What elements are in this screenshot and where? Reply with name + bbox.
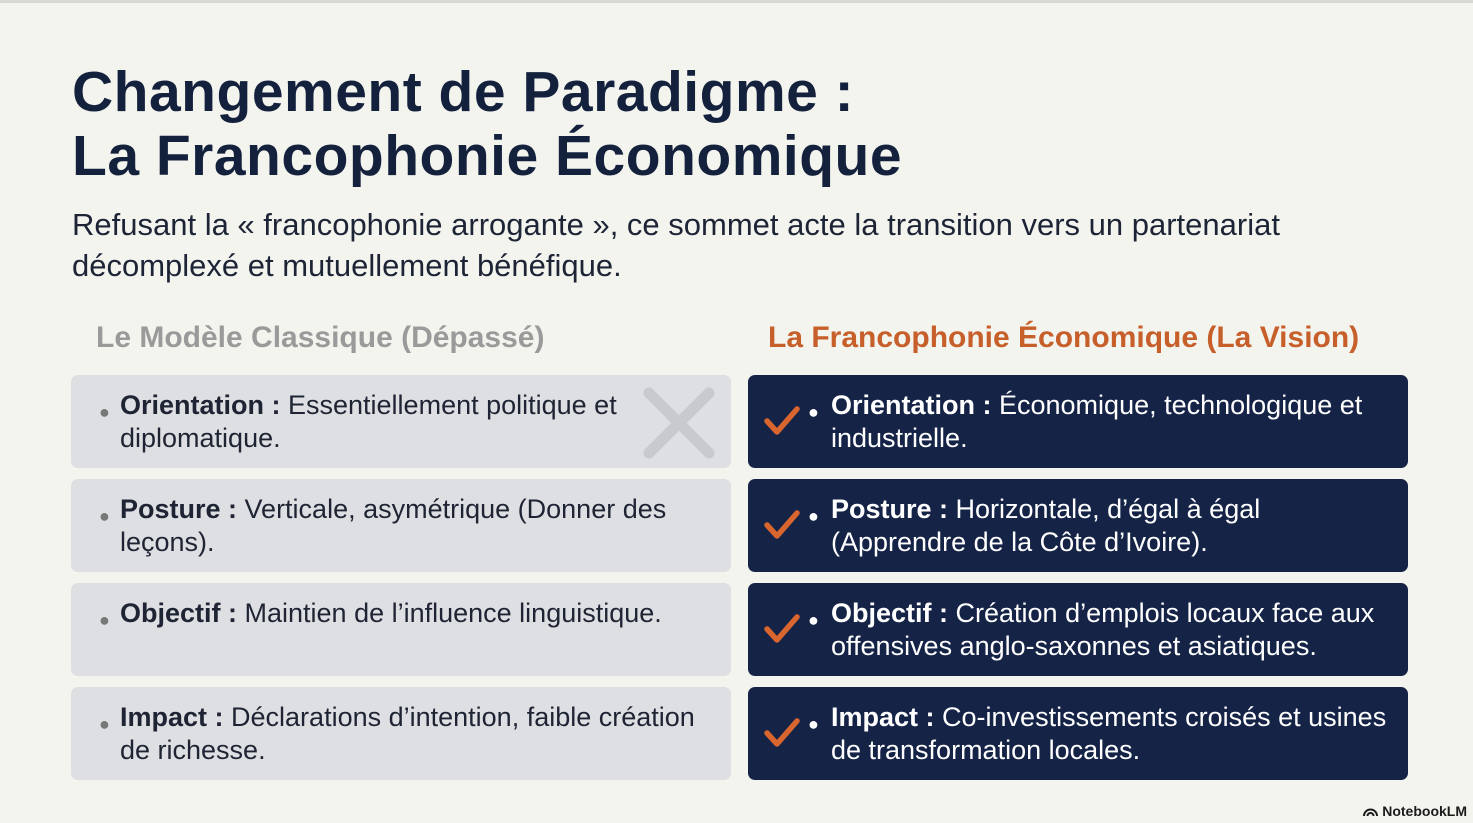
card-label: Objectif :: [831, 598, 949, 628]
card-description: Création d’emplois locaux face aux offensives anglo-saxonnes et asiatiques.: [831, 598, 1375, 661]
card-label: Posture :: [120, 494, 238, 524]
card-text: [831, 701, 1398, 767]
card-label: Objectif :: [120, 598, 238, 628]
card-text: [831, 389, 1398, 455]
notebooklm-logo-icon: [1363, 805, 1378, 817]
classic-card-posture: [71, 479, 731, 572]
card-description: Co-investissements croisés et usines de transformation locales.: [831, 702, 1387, 765]
notebooklm-brand: [1363, 803, 1467, 819]
card-text: [120, 701, 701, 767]
card-text: [831, 493, 1398, 559]
bullet-dot: ●: [808, 506, 819, 526]
card-description: Maintien de l’influence linguistique.: [237, 598, 662, 628]
page-title-line-2: La Francophonie Économique: [72, 124, 903, 188]
bullet-dot: ●: [99, 714, 110, 734]
card-label: Impact :: [120, 702, 224, 732]
card-label: Orientation :: [831, 390, 992, 420]
vision-card-objectif: [748, 583, 1408, 676]
card-label: Impact :: [831, 702, 935, 732]
economic-vision-heading: La Francophonie Économique (La Vision): [768, 321, 1360, 354]
bullet-dot: ●: [99, 402, 110, 422]
card-text: [831, 597, 1398, 663]
card-text: [120, 493, 701, 559]
classic-card-orientation: [71, 375, 731, 468]
bullet-dot: ●: [99, 610, 110, 630]
bullet-dot: ●: [808, 714, 819, 734]
card-description: Verticale, asymétrique (Donner des leçons).: [120, 494, 667, 557]
vision-card-impact: [748, 687, 1408, 780]
card-label: Orientation :: [120, 390, 281, 420]
card-description: Économique, technologique et industrielle.: [831, 390, 1363, 453]
classic-model-column: [71, 375, 731, 780]
bullet-dot: ●: [99, 506, 110, 526]
checkmark-icon: [762, 505, 802, 545]
economic-vision-column: [748, 375, 1408, 780]
brand-label: NotebookLM: [1382, 803, 1467, 819]
card-text: [120, 597, 701, 630]
classic-card-objectif: [71, 583, 731, 676]
checkmark-icon: [762, 609, 802, 649]
checkmark-icon: [762, 713, 802, 753]
classic-model-heading: Le Modèle Classique (Dépassé): [96, 321, 545, 354]
bullet-dot: ●: [808, 402, 819, 422]
card-description: Déclarations d’intention, faible création de richesse.: [120, 702, 695, 765]
page-subtitle: Refusant la « francophonie arrogante », ce sommet acte la transition vers un partenariat décomplexé et mutuellement bénéfique.: [72, 207, 1280, 283]
bullet-dot: ●: [808, 610, 819, 630]
checkmark-icon: [762, 401, 802, 441]
vision-card-orientation: [748, 375, 1408, 468]
card-description: Essentiellement politique et diplomatique.: [120, 390, 617, 453]
card-description: Horizontale, d’égal à égal (Apprendre de la Côte d’Ivoire).: [831, 494, 1261, 557]
top-divider: [0, 0, 1473, 3]
page-title-line-1: Changement de Paradigme :: [72, 60, 855, 124]
x-mark-icon: [641, 385, 717, 461]
vision-card-posture: [748, 479, 1408, 572]
card-label: Posture :: [831, 494, 949, 524]
classic-card-impact: [71, 687, 731, 780]
card-text: [120, 389, 701, 455]
page-title: [72, 60, 902, 188]
